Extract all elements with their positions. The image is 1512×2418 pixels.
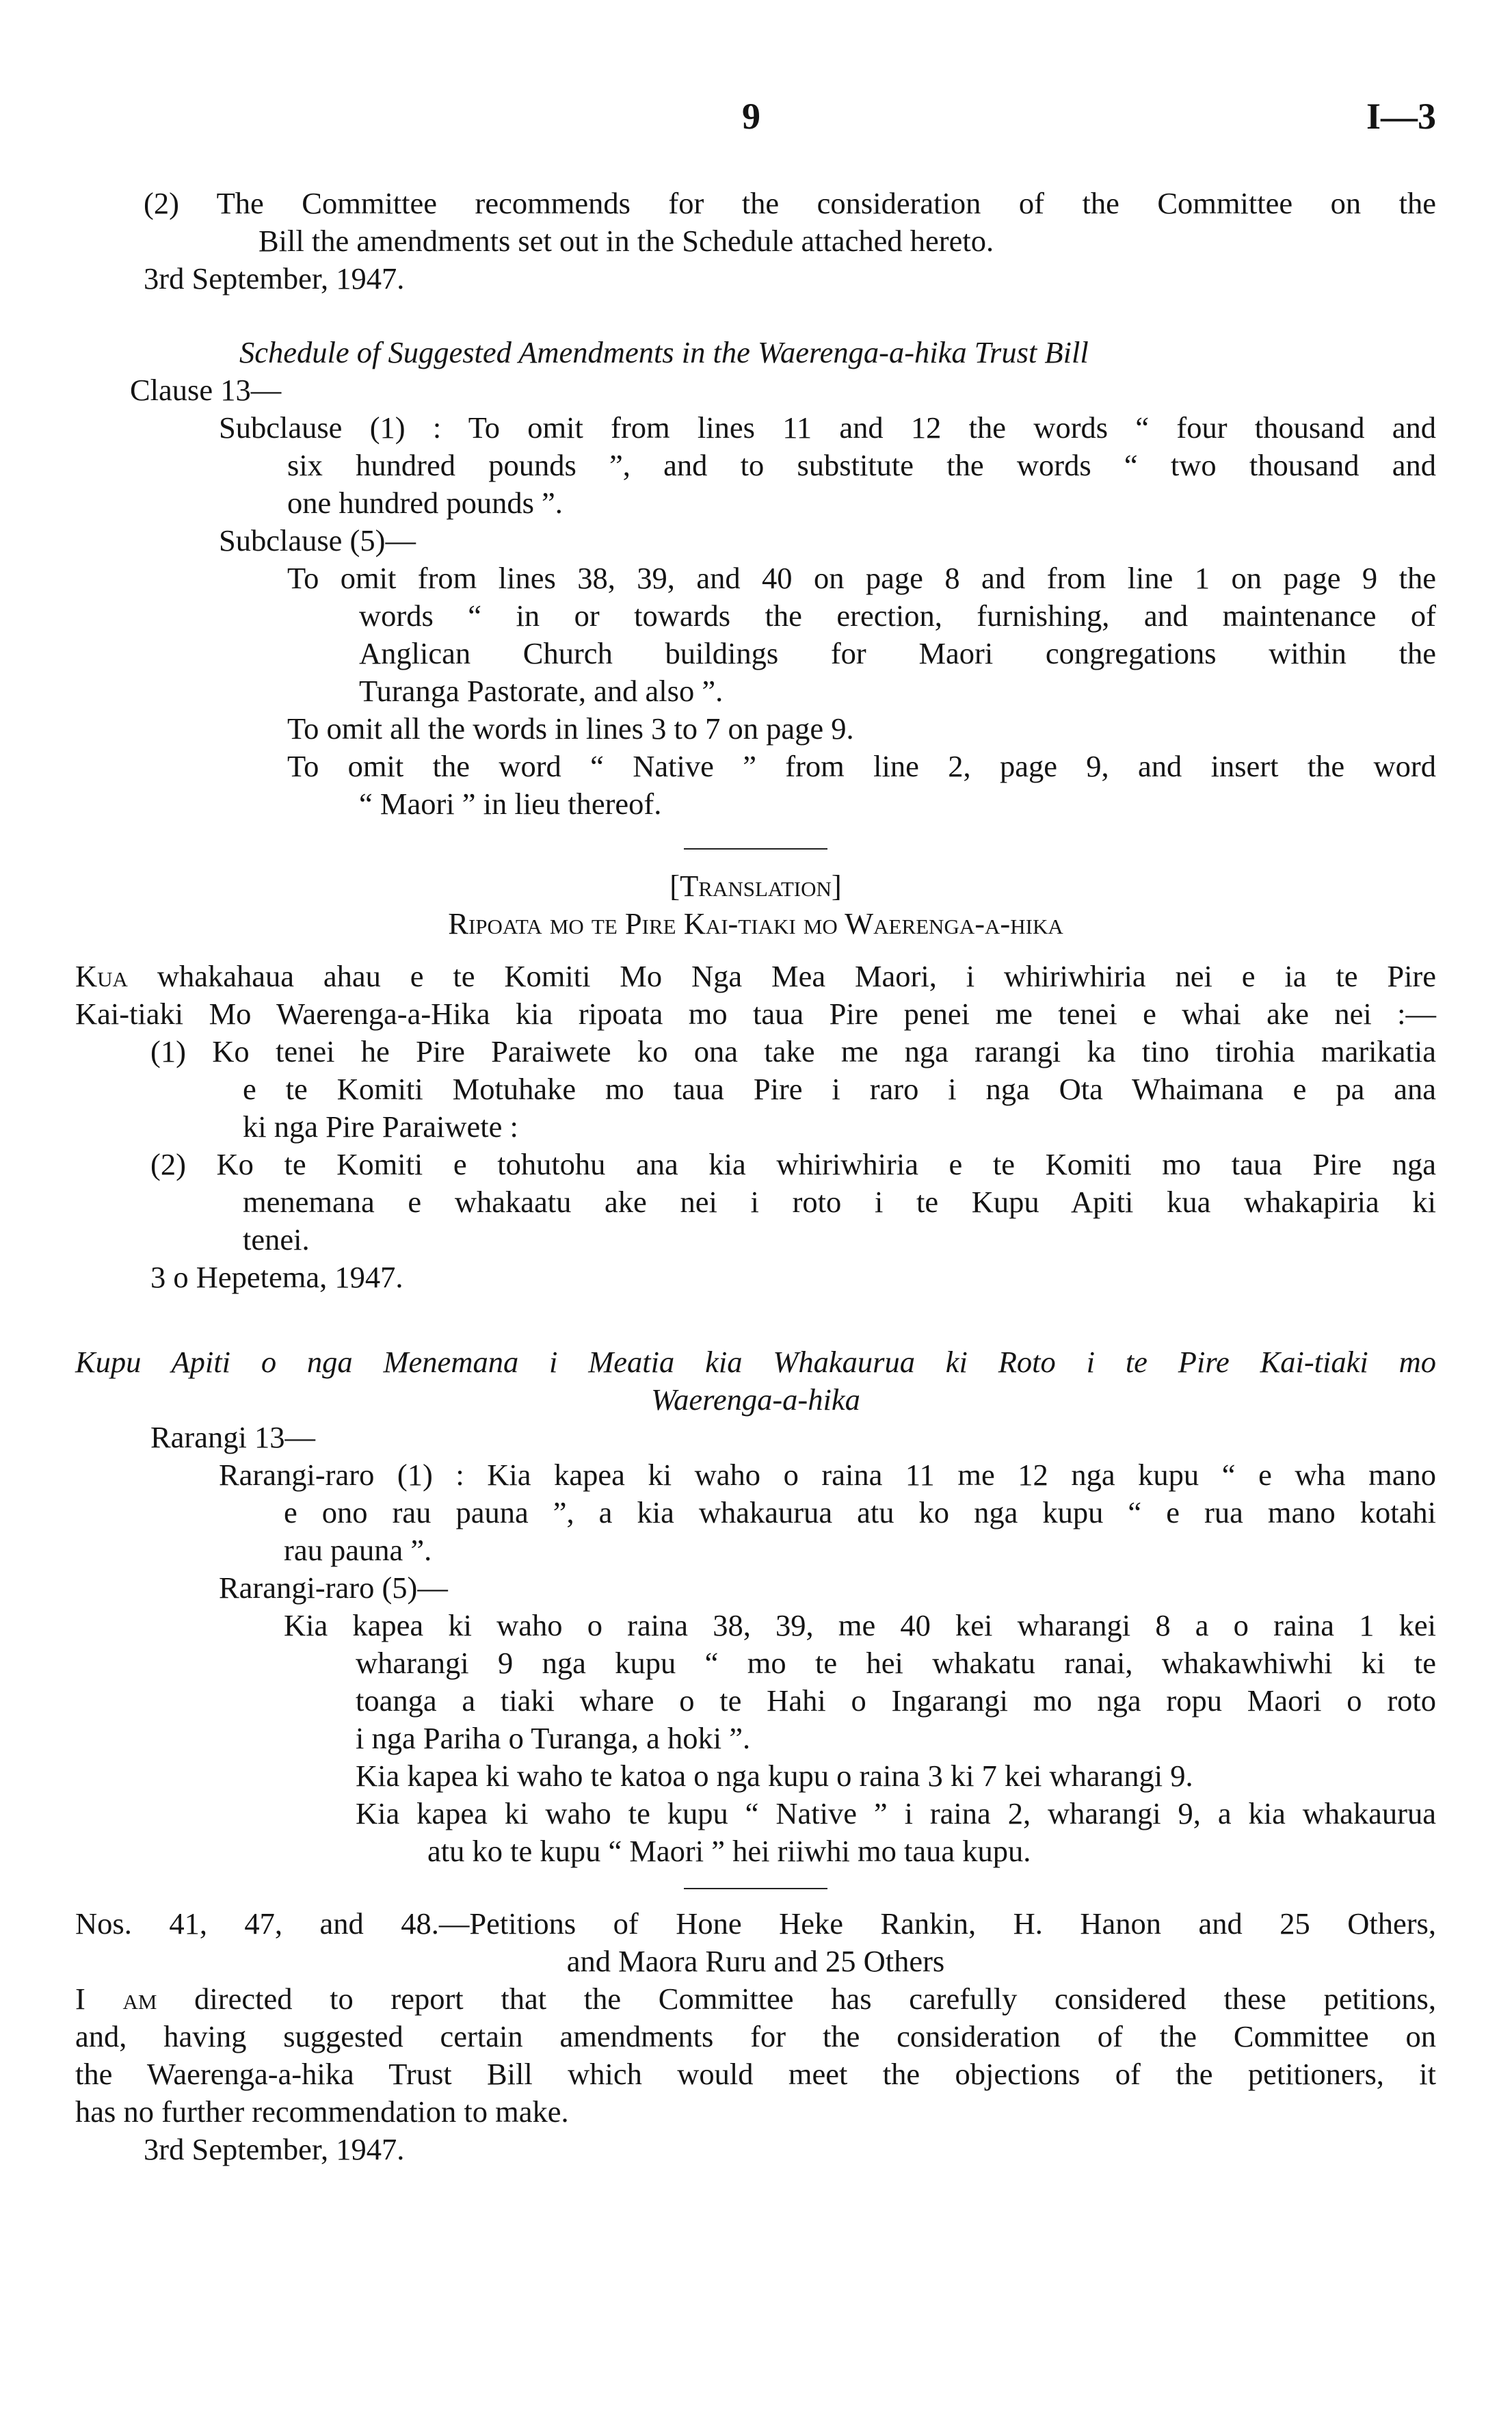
petitions-date: 3rd September, 1947. [144, 2132, 405, 2166]
amendment-line: words “ in or towards the erection, furnishing, and maintenance of [359, 599, 1436, 633]
petitions-body-line [75, 1980, 1436, 2018]
intro-text: whakahaua ahau e te Komiti Mo Nga Mea Maori, i whiriwhiria nei e ia te Pire [157, 959, 1437, 993]
translation-para-2-line: (2) Ko te Komiti e tohutohu ana kia whiriwhiria e te Komiti mo taua Pire nga [150, 1147, 1436, 1181]
report-date: 3rd September, 1947. [144, 261, 405, 295]
kupu-amendment-line: Kia kapea ki waho te kupu “ Native ” i raina 2, wharangi 9, a kia whakaurua [356, 1796, 1436, 1830]
translation-para-1-line: e te Komiti Motuhake mo taua Pire i raro i nga Ota Whaimana e pa ana [243, 1072, 1436, 1106]
page-number: 9 [742, 96, 760, 137]
subclause-1-line: one hundred pounds ”. [287, 486, 563, 520]
kupu-amendment-line: Kia kapea ki waho o raina 38, 39, me 40 kei wharangi 8 a o raina 1 kei [284, 1608, 1436, 1642]
amendment-line: Anglican Church buildings for Maori congregations within the [359, 636, 1436, 670]
petitions-heading-text: Nos. 41, 47, and 48.—Petitions of Hone Heke Rankin, H. Hanon and 25 Others, [75, 1906, 1436, 1941]
schedule-title: Schedule of Suggested Amendments in the Waerenga-a-hika Trust Bill [239, 335, 1089, 369]
intro-lead-word: Kua [75, 959, 128, 993]
translation-para-1-line: (1) Ko tenei he Pire Paraiwete ko ona take me nga rarangi ka tino tirohia marikatia [150, 1034, 1436, 1068]
kupu-amendment-line: i nga Pariha o Turanga, a hoki ”. [356, 1721, 751, 1755]
translation-label: [Translation] [669, 869, 842, 903]
amendment-line: To omit the word “ Native ” from line 2, page 9, and insert the word [287, 749, 1436, 783]
rarangi-1-line: rau pauna ”. [284, 1533, 432, 1567]
amendment-line: To omit all the words in lines 3 to 7 on page 9. [287, 711, 854, 746]
petitions-body-line: the Waerenga-a-hika Trust Bill which would meet the objections of the petitioners, it [75, 2057, 1436, 2091]
amendment-line: To omit from lines 38, 39, and 40 on page 8 and from line 1 on page 9 the [287, 561, 1436, 595]
rarangi-heading: Rarangi 13— [150, 1420, 315, 1454]
section-divider [684, 1888, 827, 1889]
section-divider [684, 848, 827, 850]
kupu-amendment-line: atu ko te kupu “ Maori ” hei riiwhi mo taua kupu. [427, 1834, 1031, 1868]
paragraph-2-line: (2) The Committee recommends for the consideration of the Committee on the [144, 186, 1436, 220]
kupu-amendment-line: wharangi 9 nga kupu “ mo te hei whakatu ranai, whakawhiwhi ki te [356, 1646, 1436, 1680]
amendment-line: “ Maori ” in lieu thereof. [359, 787, 662, 821]
kupu-apiti-title: Kupu Apiti o nga Menemana i Meatia kia Whakaurua ki Roto i te Pire Kai-tiaki mo [75, 1345, 1436, 1379]
translation-heading: Ripoata mo te Pire Kai-tiaki mo Waerenga-a-hika [448, 906, 1063, 941]
schedule [75, 334, 1436, 823]
kupu-apiti [75, 1343, 1436, 1870]
petitions [75, 1905, 1436, 2168]
clause-heading: Clause 13— [130, 373, 282, 407]
translation-intro-line: Kai-tiaki Mo Waerenga-a-Hika kia ripoata mo taua Pire penei me tenei e whai ake nei :— [75, 997, 1436, 1031]
kupu-amendment-line: toanga a tiaki whare o te Hahi o Ingarangi mo nga ropu Maori o roto [356, 1683, 1436, 1718]
translation [75, 867, 1436, 1296]
english-report [75, 185, 1436, 298]
translation-para-1-line: ki nga Pire Paraiwete : [243, 1109, 518, 1144]
subclause-1-line: six hundred pounds ”, and to substitute the words “ two thousand and [287, 448, 1436, 482]
petitions-body-line: and, having suggested certain amendments for the consideration of the Committee on [75, 2019, 1436, 2053]
rarangi-1-line: e ono rau pauna ”, a kia whakaurua atu ko nga kupu “ e rua mano kotahi [284, 1495, 1436, 1529]
petitions-heading [75, 1905, 1436, 1943]
kupu-apiti-title: Waerenga-a-hika [651, 1382, 860, 1417]
petitions-body-line: has no further recommendation to make. [75, 2094, 569, 2129]
rarangi-1-line: Rarangi-raro (1) : Kia kapea ki waho o raina 11 me 12 nga kupu “ e wha mano [219, 1458, 1436, 1492]
translation-para-2-line: menemana e whakaatu ake nei i roto i te Kupu Apiti kua whakapiria ki [243, 1185, 1436, 1219]
petitions-heading: and Maora Ruru and 25 Others [566, 1944, 945, 1978]
subclause-5-heading: Subclause (5)— [219, 523, 416, 557]
petitions-body-text: directed to report that the Committee has carefully considered these petitions, [194, 1982, 1436, 2016]
amendment-line: Turanga Pastorate, and also ”. [359, 674, 724, 708]
kupu-amendment-line: Kia kapea ki waho te katoa o nga kupu o raina 3 ki 7 kei wharangi 9. [356, 1759, 1193, 1793]
translation-date: 3 o Hepetema, 1947. [150, 1260, 403, 1294]
paragraph-2-line: Bill the amendments set out in the Schedule attached hereto. [258, 224, 994, 258]
paper-reference: I—3 [1366, 96, 1437, 137]
subclause-1-line: Subclause (1) : To omit from lines 11 and 12 the words “ four thousand and [219, 410, 1436, 445]
rarangi-5-heading: Rarangi-raro (5)— [219, 1571, 448, 1605]
translation-para-2-line: tenei. [243, 1222, 310, 1257]
translation-intro-line [75, 958, 1436, 995]
petitions-lead-word: I am [75, 1982, 157, 2016]
